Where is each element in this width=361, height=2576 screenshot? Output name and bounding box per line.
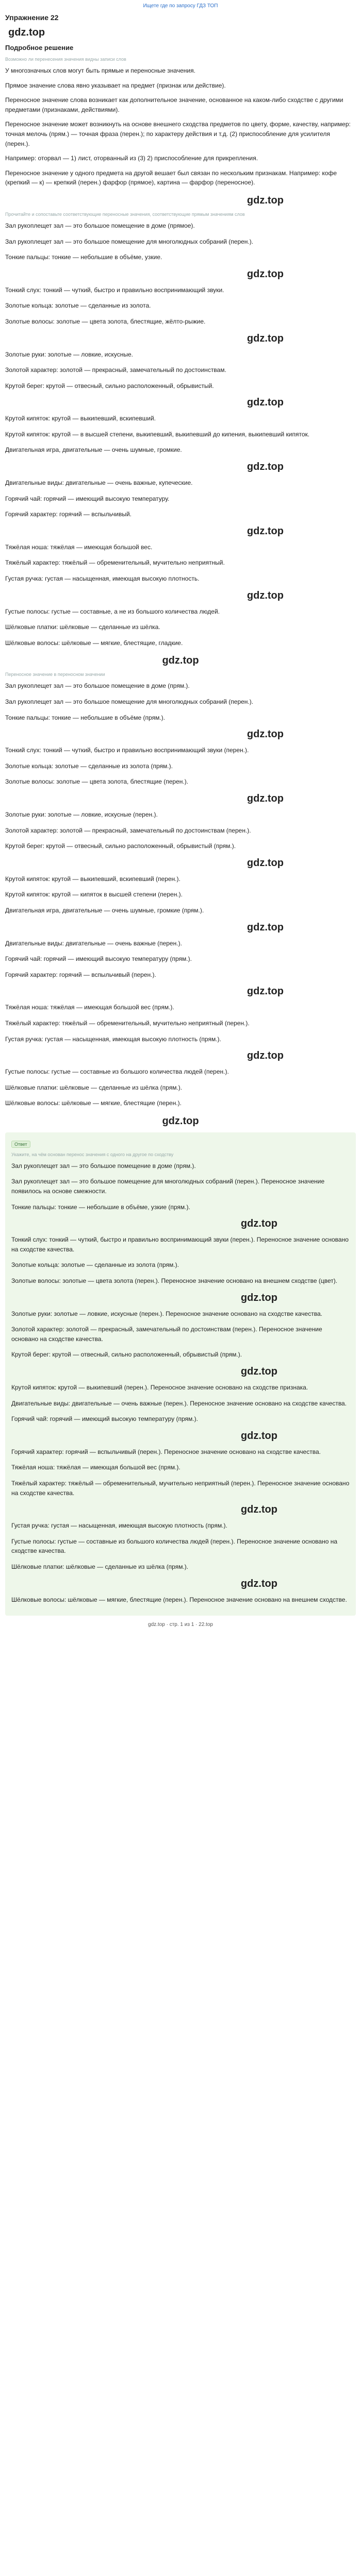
list-item: Густая ручка: густая — насыщенная, имеющая высокую плотность.	[5, 575, 200, 583]
part3-hint: Укажите, на чём основан перенос значения с одного на другое по сходству	[11, 1151, 174, 1157]
watermark: gdz.top	[240, 1218, 277, 1230]
list-item: Тонкий слух: тонкий — чуткий, быстро и правильно воспринимающий звуки (перен.). Переносное значение основано на сходстве качества.	[11, 1236, 349, 1253]
watermark: gdz.top	[247, 1050, 284, 1062]
answer-tag: Ответ	[11, 1141, 30, 1148]
part2-section	[5, 672, 356, 1108]
list-item: Тяжёлый характер: тяжёлый — обременительный, мучительно неприятный (перен.).	[5, 1019, 250, 1027]
list-item: Густые полосы: густые — составные, а не из большого количества людей.	[5, 607, 220, 615]
watermark: gdz.top	[162, 655, 199, 667]
list-item: Густая ручка: густая — насыщенная, имеющая высокую плотность (прям.).	[11, 1522, 227, 1530]
list-item: Тяжёлая ноша: тяжёлая — имеющая большой вес.	[5, 543, 153, 551]
answer-block	[5, 1132, 356, 1616]
top-search-link[interactable]: Ищете где по запросу ГДЗ ТОП	[143, 3, 218, 9]
list-item: Густые полосы: густые — составные из большого количества людей (перен.). Переносное значение основано на сходстве качества.	[11, 1537, 338, 1555]
list-item: Зал рукоплещет зал — это большое помещение для многолюдных собраний (перен.). Переносное значение появилось на основе смежности.	[11, 1178, 325, 1195]
watermark: gdz.top	[247, 792, 284, 804]
list-item: Золотой характер: золотой — прекрасный, замечательный по достоинствам (перен.).	[5, 826, 251, 834]
list-item: Тонкий слух: тонкий — чуткий, быстро и правильно воспринимающий звуки (перен.).	[5, 747, 249, 754]
list-item: Двигательная игра, двигательные — очень шумные, громкие.	[5, 446, 182, 454]
list-item: Горячий чай: горячий — имеющий высокую температуру.	[5, 495, 170, 502]
list-item: Крутой кипяток: крутой — выкипевший, вскипевший.	[5, 415, 156, 422]
list-item: Зал рукоплещет зал — это большое помещение в доме (прям.).	[11, 1162, 196, 1170]
list-item: Зал рукоплещет зал — это большое помещение в доме (прямое).	[5, 222, 195, 229]
watermark: gdz.top	[247, 194, 284, 206]
paragraph: Переносное значение может возникнуть на основе внешнего сходства предметов по цвету, форме, качеству, например: точная мелочь (прям.) — точная фраза (перен.); по характеру действия и т.д. (2) приспособление для усилителя (перен.).	[5, 121, 351, 147]
watermark: gdz.top	[240, 1578, 277, 1589]
list-item: Зал рукоплещет зал — это большое помещение для многолюдных собраний (перен.).	[5, 238, 254, 245]
content	[0, 13, 361, 1628]
list-item: Крутой кипяток: крутой — в высшей степени, выкипевший, выкипевший до кипения, выкипевший кипяток.	[5, 430, 310, 438]
paragraph: Прямое значение слова явно указывает на предмет (признак или действие).	[5, 81, 226, 89]
watermark: gdz.top	[247, 461, 284, 473]
list-item: Тяжёлая ноша: тяжёлая — имеющая большой вес (прям.).	[11, 1464, 180, 1471]
paragraph: У многозначных слов могут быть прямые и переносные значения.	[5, 67, 195, 74]
list-item: Золотой характер: золотой — прекрасный, замечательный по достоинствам.	[5, 366, 226, 374]
list-item: Золотые кольца: золотые — сделанные из золота (прям.).	[5, 762, 173, 770]
list-item: Тонкий слух: тонкий — чуткий, быстро и правильно воспринимающий звуки.	[5, 286, 224, 294]
list-item: Крутой кипяток: крутой — выкипевший (перен.). Переносное значение основано на сходстве признака.	[11, 1384, 308, 1391]
list-item: Густая ручка: густая — насыщенная, имеющая высокую плотность (прям.).	[5, 1035, 221, 1043]
list-item: Двигательная игра, двигательные — очень шумные, громкие (прям.).	[5, 906, 204, 914]
list-item: Шёлковые платки: шёлковые — сделанные из шёлка (прям.).	[5, 1083, 183, 1091]
watermark: gdz.top	[240, 1292, 277, 1303]
list-item: Шёлковые волосы: шёлковые — мягкие, блестящие (перен.). Переносное значение основано на внешнем сходстве.	[11, 1596, 347, 1603]
list-item: Золотые руки: золотые — ловкие, искусные (перен.).	[5, 810, 158, 818]
list-item: Крутой берег: крутой — отвесный, сильно расположенный, обрывистый.	[5, 382, 214, 389]
list-item: Шёлковые платки: шёлковые — сделанные из шёлка (прям.).	[11, 1563, 189, 1570]
watermark: gdz.top	[240, 1366, 277, 1377]
list-item: Золотой характер: золотой — прекрасный, замечательный по достоинствам (перен.). Переносное значение основано на сходстве качества.	[11, 1326, 322, 1343]
list-item: Золотые волосы: золотые — цвета золота (перен.). Переносное значение основано на внешнем сходстве (цвет).	[11, 1277, 338, 1285]
list-item: Крутой берег: крутой — отвесный, сильно расположенный, обрывистый (прям.).	[5, 842, 236, 850]
list-item: Зал рукоплещет зал — это большое помещение для многолюдных собраний (перен.).	[5, 698, 254, 705]
list-item: Тонкие пальцы: тонкие — небольшие в объёме (прям.).	[5, 714, 165, 721]
watermark: gdz.top	[247, 728, 284, 740]
list-item: Золотые руки: золотые — ловкие, искусные.	[5, 350, 133, 358]
list-item: Двигательные виды: двигательные — очень важные (перен.). Переносное значение основано на сходстве качества.	[11, 1399, 347, 1407]
watermark: gdz.top	[247, 589, 284, 601]
part2-hint: Переносное значение в переносном значении	[5, 672, 105, 677]
list-item: Золотые руки: золотые — ловкие, искусные (перен.). Переносное значение основано на сходстве качества.	[11, 1310, 322, 1317]
watermark: gdz.top	[8, 27, 45, 38]
watermark: gdz.top	[247, 525, 284, 537]
intro-section	[5, 57, 356, 188]
list-item: Горячий характер: горячий — вспыльчивый (перен.).	[5, 971, 156, 978]
list-item: Горячий характер: горячий — вспыльчивый.	[5, 511, 132, 518]
list-item: Тяжёлая ноша: тяжёлая — имеющая большой вес (прям.).	[5, 1004, 174, 1011]
paragraph: Переносное значение слова возникает как дополнительное значение, основанное на каком-либо сходстве с другими предметами (признаками, действиями).	[5, 96, 343, 113]
watermark: gdz.top	[240, 1430, 277, 1442]
list-item: Тяжёлый характер: тяжёлый — обременительный, мучительно неприятный (перен.). Переносное значение основано на сходстве качества.	[11, 1479, 350, 1497]
paragraph: Например: оторвал — 1) лист, оторванный из (3) 2) приспособление для прикрепления.	[5, 155, 258, 162]
list-item: Крутой кипяток: крутой — кипяток в высшей степени (перен.).	[5, 891, 183, 899]
list-item: Двигательные виды: двигательные — очень важные (перен.).	[5, 939, 182, 947]
watermark: gdz.top	[247, 397, 284, 409]
list-item: Горячий характер: горячий — вспыльчивый (перен.). Переносное значение основано на сходстве качества.	[11, 1448, 321, 1455]
watermark: gdz.top	[247, 268, 284, 280]
subtitle: Подробное решение	[5, 44, 74, 52]
list-item: Шёлковые платки: шёлковые — сделанные из шёлка.	[5, 623, 160, 631]
list-item: Шёлковые волосы: шёлковые — мягкие, блестящие (перен.).	[5, 1099, 182, 1107]
list-item: Тяжёлый характер: тяжёлый — обременительный, мучительно неприятный.	[5, 559, 225, 567]
list-item: Тонкие пальцы: тонкие — небольшие в объёме, узкие (прям.).	[11, 1203, 190, 1211]
list-item: Густые полосы: густые — составные из большого количества людей (перен.).	[5, 1068, 229, 1076]
list-item: Двигательные виды: двигательные — очень важные, купеческие.	[5, 479, 193, 487]
list-item: Шёлковые волосы: шёлковые — мягкие, блестящие, гладкие.	[5, 639, 183, 647]
part2-list	[5, 681, 356, 1108]
list-item: Золотые кольца: золотые — сделанные из золота (прям.).	[11, 1261, 179, 1269]
list-item: Крутой кипяток: крутой — выкипевший, вскипевший (перен.).	[5, 875, 180, 883]
list-item: Горячий чай: горячий — имеющий высокую температуру (прям.).	[11, 1415, 198, 1423]
list-item: Тонкие пальцы: тонкие — небольшие в объёме, узкие.	[5, 253, 162, 261]
part1-section	[5, 212, 356, 648]
watermark: gdz.top	[247, 921, 284, 933]
list-item: Горячий чай: горячий — имеющий высокую температуру (прям.).	[5, 955, 192, 963]
paragraph: Переносное значение у одного предмета на другой вешает был связан по нескольким признакам. Например: кофе (крепкий — к) — крепкий (перен.) фарфор (прямое), картина — фарфор (переносное).	[5, 169, 337, 187]
list-item: Золотые волосы: золотые — цвета золота, блестящие (перен.).	[5, 778, 189, 786]
part3-list	[11, 1161, 350, 1604]
intro-hint: Возможно ли перенесения значения видны записи слов	[5, 57, 126, 62]
page-title: Упражнение 22	[5, 13, 59, 22]
footer: gdz.top · стр. 1 из 1 · 22.top	[148, 1622, 213, 1628]
part1-hint: Прочитайте и сопоставьте соответствующие переносные значения, соответствующие прямым значениям слов	[5, 211, 245, 217]
list-item: Зал рукоплещет зал — это большое помещение в доме (прям.).	[5, 682, 190, 690]
watermark: gdz.top	[247, 857, 284, 869]
list-item: Золотые волосы: золотые — цвета золота, блестящие, жёлто-рыжие.	[5, 317, 206, 325]
list-item: Крутой берег: крутой — отвесный, сильно расположенный, обрывистый (прям.).	[11, 1351, 242, 1359]
list-item: Золотые кольца: золотые — сделанные из золота.	[5, 302, 151, 310]
watermark: gdz.top	[247, 986, 284, 997]
part1-list	[5, 221, 356, 648]
watermark: gdz.top	[240, 1504, 277, 1516]
watermark: gdz.top	[247, 332, 284, 344]
watermark: gdz.top	[162, 1115, 199, 1127]
